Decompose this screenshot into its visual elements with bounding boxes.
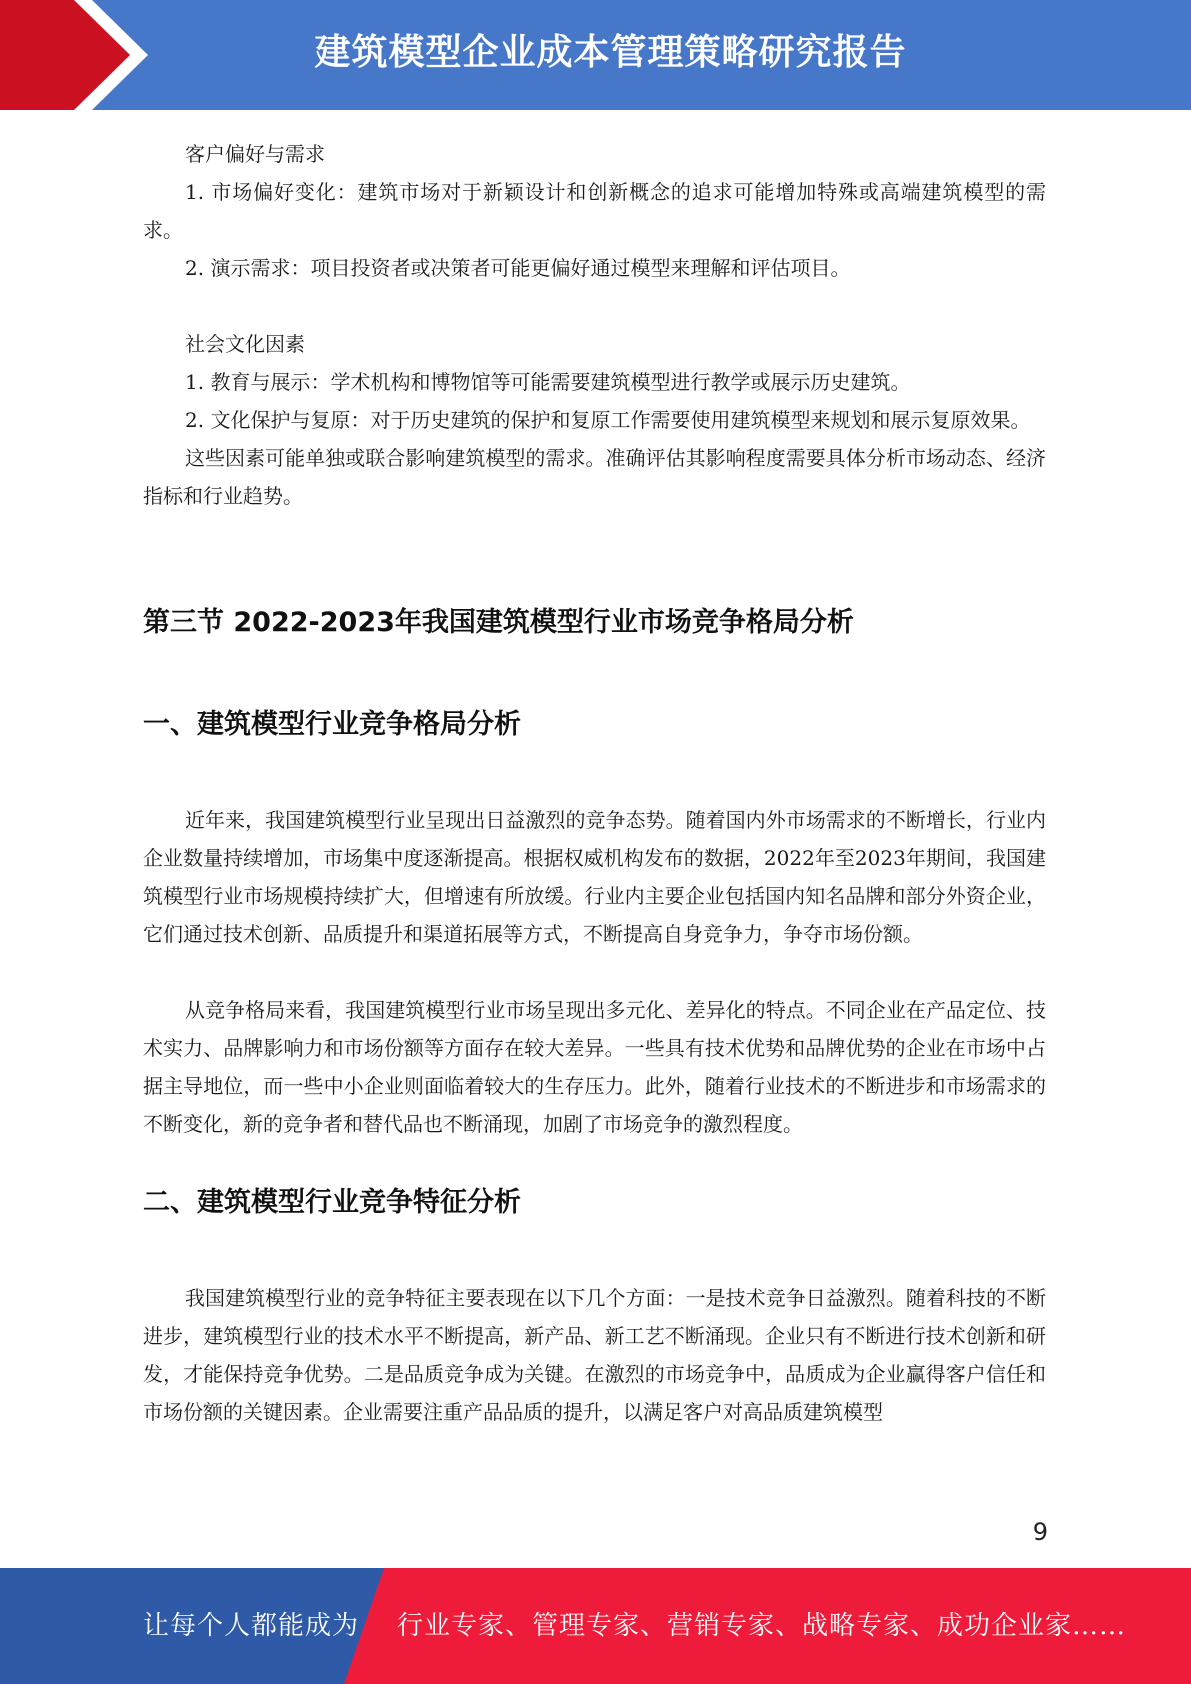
subsection-1-paragraph-2: 从竞争格局来看，我国建筑模型行业市场呈现出多元化、差异化的特点。不同企业在产品定位、技术实力、品牌影响力和市场份额等方面存在较大差异。一些具有技术优势和品牌优势的企业在市场中占据主导地位，而一些中小企业则面临着较大的生存压力。此外，随着行业技术的不断进步和市场需求的不断变化，新的竞争者和替代品也不断涌现，加剧了市场竞争的激烈程度。 bbox=[143, 998, 1046, 1136]
report-footer bbox=[0, 1568, 1191, 1684]
spacer bbox=[143, 287, 1046, 325]
page-number: 9 bbox=[1032, 1518, 1048, 1546]
spacer bbox=[143, 1143, 1046, 1183]
culture-summary: 这些因素可能单独或联合影响建筑模型的需求。准确评估其影响程度需要具体分析市场动态、经济指标和行业趋势。 bbox=[143, 446, 1046, 508]
report-title: 建筑模型企业成本管理策略研究报告 bbox=[314, 32, 907, 73]
subsection-1-paragraph-1: 近年来，我国建筑模型行业呈现出日益激烈的竞争态势。随着国内外市场需求的不断增长，行业内企业数量持续增加，市场集中度逐渐提高。根据权威机构发布的数据，2022年至2023年期间，我国建筑模型行业市场规模持续扩大，但增速有所放缓。行业内主要企业包括国内知名品牌和部分外资企业，它们通过技术创新、品质提升和渠道拓展等方式，不断提高自身竞争力，争夺市场份额。 bbox=[143, 808, 1046, 946]
customer-item-1: 1. 市场偏好变化：建筑市场对于新颖设计和创新概念的追求可能增加特殊或高端建筑模型的需求。 bbox=[143, 180, 1046, 242]
customer-heading: 客户偏好与需求 bbox=[185, 142, 325, 166]
culture-heading: 社会文化因素 bbox=[185, 332, 305, 356]
spacer bbox=[143, 953, 1046, 991]
section-title: 第三节 2022-2023年我国建筑模型行业市场竞争格局分析 bbox=[143, 607, 854, 638]
subsection-2-paragraph-1: 我国建筑模型行业的竞争特征主要表现在以下几个方面：一是技术竞争日益激烈。随着科技的不断进步，建筑模型行业的技术水平不断提高，新产品、新工艺不断涌现。企业只有不断进行技术创新和研发，才能保持竞争优势。二是品质竞争成为关键。在激烈的市场竞争中，品质成为企业赢得客户信任和市场份额的关键因素。企业需要注重产品品质的提升，以满足客户对高品质建筑模型 bbox=[143, 1286, 1046, 1424]
subsection-title-1: 一、建筑模型行业竞争格局分析 bbox=[143, 709, 521, 740]
footer-slogan-left: 让每个人都能成为 bbox=[143, 1611, 360, 1641]
culture-item-2: 2. 文化保护与复原：对于历史建筑的保护和复原工作需要使用建筑模型来规划和展示复原效果。 bbox=[185, 408, 1031, 432]
page-body bbox=[143, 135, 1046, 1431]
subsection-title-2: 二、建筑模型行业竞争特征分析 bbox=[143, 1187, 521, 1218]
report-header bbox=[0, 0, 1191, 110]
spacer bbox=[143, 1223, 1046, 1279]
spacer bbox=[143, 745, 1046, 801]
culture-item-1: 1. 教育与展示：学术机构和博物馆等可能需要建筑模型进行教学或展示历史建筑。 bbox=[185, 370, 911, 394]
footer-slogan-right: 行业专家、管理专家、营销专家、战略专家、成功企业家…… bbox=[397, 1611, 1127, 1641]
spacer bbox=[143, 515, 1046, 603]
customer-item-2: 2. 演示需求：项目投资者或决策者可能更偏好通过模型来理解和评估项目。 bbox=[185, 256, 851, 280]
spacer bbox=[143, 643, 1046, 705]
